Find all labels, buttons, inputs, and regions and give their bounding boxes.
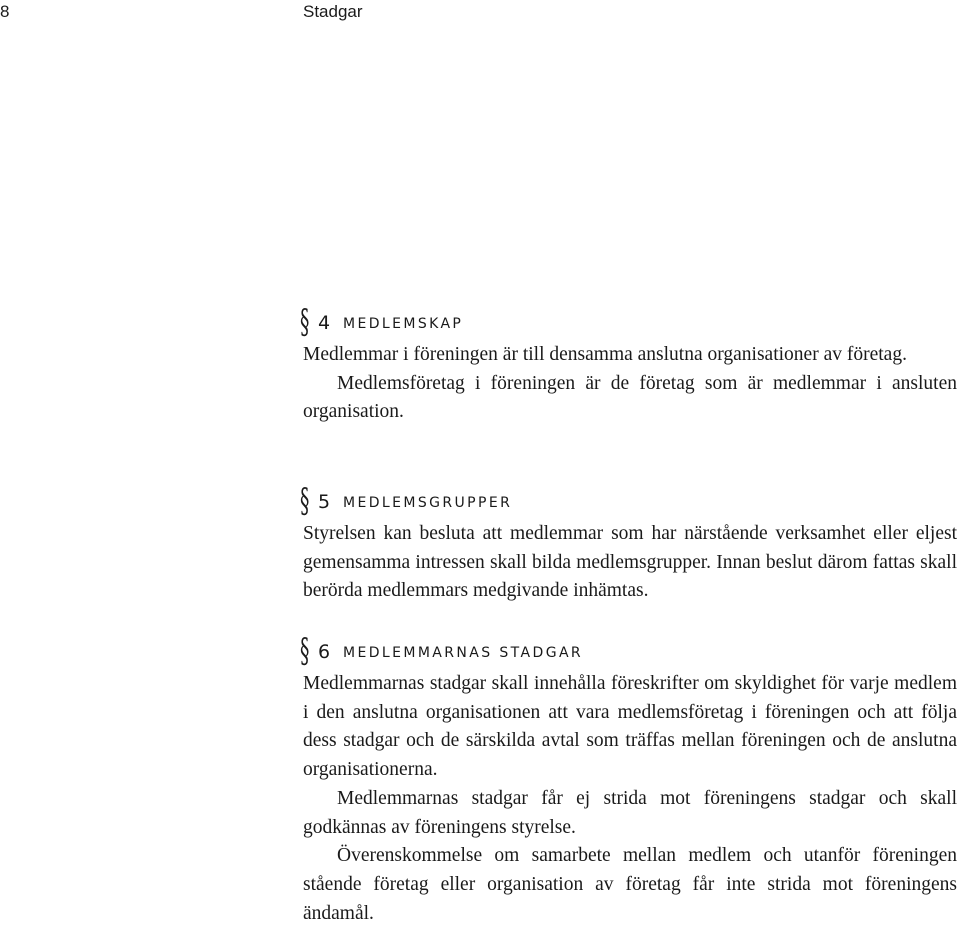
section-number: 5 — [318, 491, 331, 513]
section-5 — [300, 481, 957, 606]
paragraph: Medlemsföretag i föreningen är de företag som är medlemmar i ansluten organisation. — [303, 372, 957, 423]
running-title: Stadgar — [303, 2, 363, 21]
section-title: MEDLEMSGRUPPER — [343, 495, 513, 511]
page-number: 8 — [0, 2, 10, 21]
section-6 — [300, 631, 957, 928]
section-title: MEDLEMMARNAS STADGAR — [343, 645, 584, 661]
section-body — [303, 670, 957, 928]
section-heading — [300, 481, 957, 521]
paragraph: Medlemmar i föreningen är till densamma anslutna organisationer av företag. — [303, 344, 907, 365]
section-body — [303, 520, 957, 606]
section-4 — [300, 302, 957, 427]
paragraph: Överenskommelse om samarbete mellan medlem och utanför föreningen stående företag eller organisation av företag får inte strida mot föreningens ändamål. — [303, 845, 957, 924]
paragraph: Medlemmarnas stadgar får ej strida mot föreningens stadgar och skall godkännas av föreningens styrelse. — [303, 787, 957, 838]
paragraph: Medlemmarnas stadgar skall innehålla föreskrifter om skyldighet för varje medlem i den anslutna organisationen att vara medlemsföretag i föreningen och att följa dess stadgar och de särskilda avtal som träffas mellan föreningen och de anslutna organisationerna. — [303, 673, 957, 781]
section-body — [303, 341, 957, 427]
section-sign-icon: § — [300, 302, 310, 342]
section-heading — [300, 631, 957, 671]
section-sign-icon: § — [300, 481, 310, 521]
paragraph: Styrelsen kan besluta att medlemmar som har närstående verksamhet eller eljest gemensamma intressen skall bilda medlemsgrupper. Innan beslut därom fattas skall berörda medlemmars medgivande inhämtas. — [303, 523, 957, 601]
section-number: 6 — [318, 641, 331, 663]
section-title: MEDLEMSKAP — [343, 316, 464, 332]
section-sign-icon: § — [300, 631, 310, 671]
section-heading — [300, 302, 957, 342]
section-number: 4 — [318, 312, 331, 334]
